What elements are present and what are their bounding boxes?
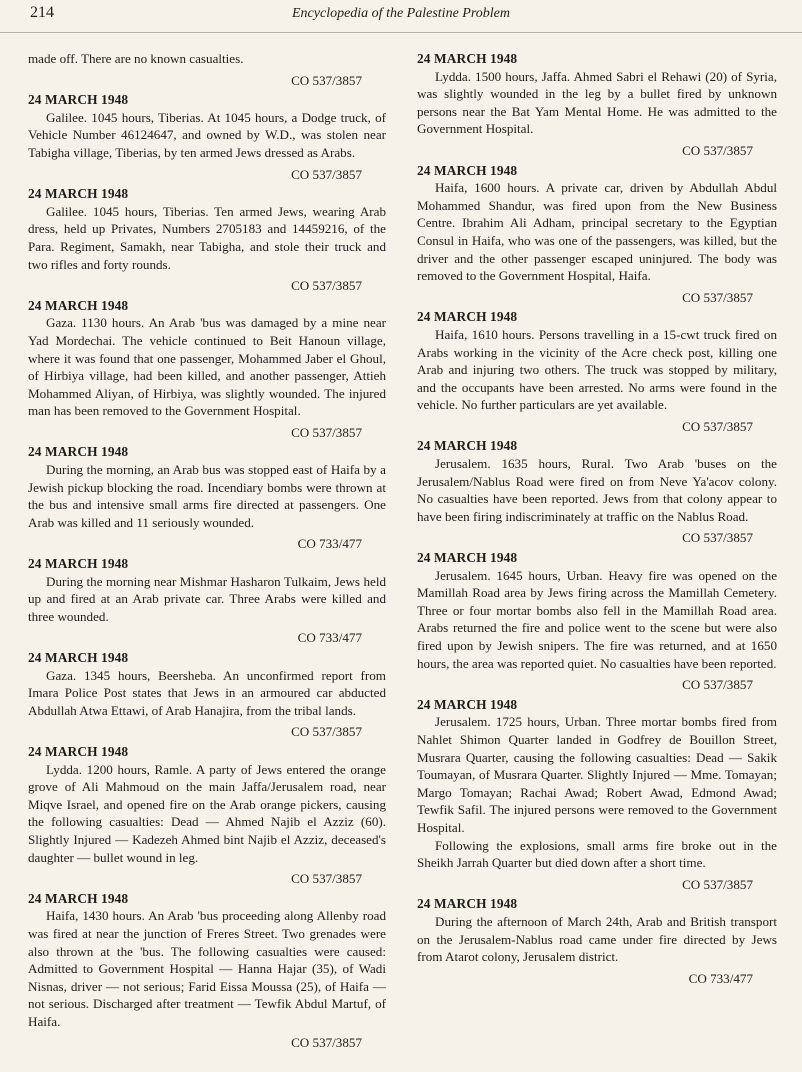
source-reference: CO 733/477 [688, 970, 753, 986]
log-entry [28, 890, 386, 1052]
entry-date: 24 MARCH 1948 [28, 444, 129, 460]
log-entry [417, 437, 777, 547]
source-reference: CO 537/3857 [682, 418, 753, 434]
entry-text: Galilee. 1045 hours, Tiberias. Ten armed Jews, wearing Arab dress, held up Privates, Numbers 2705183 and 14459216, of the Para. Regiment, Samakh, near Tabigha, and stole their truck and two rifles and forty rounds. [28, 203, 386, 272]
log-entry [417, 549, 777, 694]
log-entry [417, 162, 777, 307]
entry-text: Lydda. 1200 hours, Ramle. A party of Jews entered the orange grove of Ali Mahmoud on the main Jaffa/Jerusalem road, near Miqve Israel, and opened fire on the Arab orange pickers, causing the following casualties: Dead — Ahmed Najib el Azziz (60). Slightly Injured — Kadezeh Ahmed bint Najib el Azziz, deceased's daughter — bullet wound in leg. [28, 761, 386, 865]
source-reference: CO 537/3857 [291, 1035, 362, 1051]
page-number: 214 [30, 4, 54, 21]
entry-text: During the morning, an Arab bus was stopped east of Haifa by a Jewish pickup blocking the road. Incendiary bombs were thrown at the bus and intensive small arms fire directed at passengers. One Arab was killed and 11 seriously wounded. [28, 462, 386, 530]
entry-date: 24 MARCH 1948 [417, 896, 518, 912]
left-column [28, 50, 386, 1054]
source-reference: CO 537/3857 [682, 289, 753, 305]
source-reference: CO 537/3857 [291, 724, 362, 740]
entry-text: made off. There are no known casualties. [28, 51, 244, 66]
source-reference: CO 537/3857 [291, 278, 362, 294]
source-reference: CO 733/477 [297, 630, 362, 646]
source-reference: CO 537/3857 [682, 677, 753, 693]
source-reference: CO 537/3857 [682, 142, 753, 158]
entry-text: Haifa, 1430 hours. An Arab 'bus proceeding along Allenby road was fired at near the junction of Freres Street. Two grenades were also thrown at the 'bus. The following casualties were caused: Admitted to Government Hospital — Hanna Hajar (35), of Wadi Nisnas, driver — not serious; Farid Eissa Moussa (25), of Haifa — not serious. Discharged after treatment — Tewfik Abdul Martuf, of Haifa. [28, 908, 386, 1029]
source-reference: CO 537/3857 [291, 424, 362, 440]
log-entry [28, 649, 386, 741]
entry-date: 24 MARCH 1948 [28, 92, 129, 108]
log-entry [417, 895, 777, 987]
log-entry [417, 50, 777, 160]
entry-text: Jerusalem. 1635 hours, Rural. Two Arab 'buses on the Jerusalem/Nablus Road were fired on from Neve Ya'acov colony. No casualties have been reported. Jews from that colony appear to have been firing indiscriminately at traffic on the Nablus Road. [417, 456, 777, 524]
entry-text: Gaza. 1345 hours, Beersheba. An unconfirmed report from Imara Police Post states that Jews in an armoured car abducted Abdullah Atwa Ettawi, of Arab Hanajira, from the tribal lands. [28, 667, 386, 718]
entry-date: 24 MARCH 1948 [417, 438, 518, 454]
log-entry [28, 555, 386, 647]
log-entry [28, 91, 386, 183]
entry-date: 24 MARCH 1948 [28, 297, 129, 313]
source-reference: CO 733/477 [297, 536, 362, 552]
log-entry [28, 50, 386, 89]
page-header [0, 0, 802, 33]
entry-text: During the morning near Mishmar Hasharon Tulkaim, Jews held up and fired at an Arab private car. Three Arabs were killed and three wounded. [28, 573, 386, 624]
running-title: Encyclopedia of the Palestine Problem [292, 6, 510, 21]
entry-date: 24 MARCH 1948 [417, 162, 518, 178]
entry-date: 24 MARCH 1948 [417, 51, 518, 66]
log-entry [28, 443, 386, 553]
log-entry [28, 743, 386, 888]
right-column [417, 50, 777, 989]
entry-date: 24 MARCH 1948 [417, 309, 518, 325]
entry-text: Haifa, 1610 hours. Persons travelling in a 15-cwt truck fired on Arabs working in the vicinity of the Acre check post, killing one Arab and injuring two others. The truck was stopped by military, and the occupants have been arrested. No arms were found in the vehicle. No further particulars are yet available. [417, 326, 777, 413]
log-entry [417, 696, 777, 894]
source-reference: CO 537/3857 [291, 166, 362, 182]
source-reference: CO 537/3857 [682, 530, 753, 546]
entry-date: 24 MARCH 1948 [417, 696, 518, 712]
entry-text: During the afternoon of March 24th, Arab and British transport on the Jerusalem-Nablus road came under fire directed by Jews from Atarot colony, Jerusalem district. [417, 913, 777, 965]
entry-date: 24 MARCH 1948 [28, 890, 129, 906]
entry-date: 24 MARCH 1948 [28, 556, 129, 572]
entry-date: 24 MARCH 1948 [28, 650, 129, 665]
entry-date: 24 MARCH 1948 [417, 550, 518, 566]
source-reference: CO 537/3857 [291, 72, 362, 88]
log-entry [28, 185, 386, 295]
entry-text: Galilee. 1045 hours, Tiberias. At 1045 hours, a Dodge truck, of Vehicle Number 46124647, and owned by W.D., was stolen near Tabigha village, Tiberias, by ten armed Jews dressed as Arabs. [28, 109, 386, 160]
entry-text: Haifa, 1600 hours. A private car, driven by Abdullah Abdul Mohammed Shandur, was fired upon from the New Business Centre. Ibrahim Ali Adham, principal secretary to the Egyptian Consul in Haifa, who was one of the passengers, was killed, but the driver and the other passenger escaped uninjured. The body was removed to the Government Hospital, Haifa. [417, 180, 777, 284]
entry-text: Jerusalem. 1725 hours, Urban. Three mortar bombs fired from Nahlet Shimon Quarter landed in Godfrey de Bouillon Street, Musrara Quarter, causing the following casualties: Dead — Sakik Toumayan, of Musrara Quarter. Slightly Injured — Mme. Tomayan; Margo Tomayan; Rachai Awad; Robert Awad, Edmond Awad; Tewfik Safil. The injured persons were removed to the Government Hospital. [417, 714, 777, 835]
entry-text: Jerusalem. 1645 hours, Urban. Heavy fire was opened on the Mamillah Road area by Jews firing across the Mamillah Cemetery. Three or four mortar bombs also fell in the Mamillah Road area. Arabs returned the fire and police went to the scene but were also fired upon by Jewish snipers. The fire was returned, and at 1650 hours, the area was reported quiet. No casualties have been reported. [417, 567, 777, 671]
entry-text: Lydda. 1500 hours, Jaffa. Ahmed Sabri el Rehawi (20) of Syria, was slightly wounded in the leg by a bullet fired by unknown persons near the Bat Yam Mental Home. He was admitted to the Government Hospital. [417, 68, 777, 137]
entry-text: Gaza. 1130 hours. An Arab 'bus was damaged by a mine near Yad Mordechai. The vehicle continued to Beit Hanoun village, where it was found that one passenger, Mohammed Jaber el Ghoul, of Hirbiya village, had been killed, and another passenger, Attieh Mohammed Aliyan, of Hirbiya, was slightly wounded. The injured man has been removed to the Government Hospital. [28, 315, 386, 419]
source-reference: CO 537/3857 [682, 876, 753, 892]
log-entry [28, 297, 386, 442]
entry-text: Following the explosions, small arms fire broke out in the Sheikh Jarrah Quarter but died down after a short time. [417, 837, 777, 871]
entry-date: 24 MARCH 1948 [28, 186, 129, 202]
source-reference: CO 537/3857 [291, 871, 362, 887]
entry-date: 24 MARCH 1948 [28, 743, 129, 759]
log-entry [417, 308, 777, 435]
